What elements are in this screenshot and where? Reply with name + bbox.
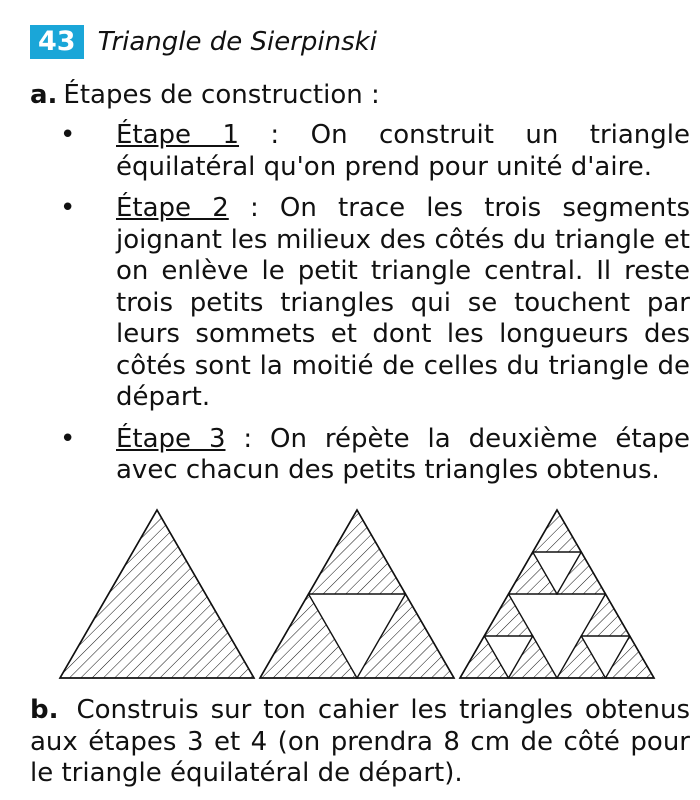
- step-text: : On construit un triangle équilatéral qu'on prend pour unité d'aire.: [116, 120, 690, 182]
- sierpinski-triangle: [557, 552, 606, 594]
- sierpinski-triangle: [509, 636, 558, 678]
- sierpinski-triangle: [606, 636, 655, 678]
- exercise-number-badge: 43: [30, 25, 84, 59]
- part-b-text: Construis sur ton cahier les triangles obtenus aux étapes 3 et 4 (on prendra 8 cm de côté pour le triangle équilatéral de départ).: [30, 695, 690, 788]
- sierpinski-triangle: [357, 594, 454, 678]
- step-label: Étape 3: [116, 423, 226, 454]
- sierpinski-triangle: [260, 594, 357, 678]
- bullet-icon: •: [60, 423, 76, 454]
- part-a-title: Étapes de construction :: [63, 80, 380, 110]
- step-text: : On répète la deuxième étape avec chacun des petits triangles obtenus.: [116, 423, 690, 485]
- sierpinski-triangle: [484, 594, 533, 636]
- part-b-paragraph: [30, 695, 690, 790]
- step-item: [60, 120, 690, 183]
- steps-list: [60, 120, 690, 497]
- sierpinski-triangle: [60, 510, 254, 678]
- exercise-title: Triangle de Sierpinski: [97, 27, 377, 57]
- sierpinski-triangle: [557, 636, 606, 678]
- sierpinski-figures: [58, 508, 660, 680]
- sierpinski-triangle: [460, 636, 509, 678]
- sierpinski-triangle: [533, 510, 582, 552]
- part-a-label: a.: [30, 80, 58, 110]
- sierpinski-triangle: [509, 552, 558, 594]
- exercise-header: [30, 22, 377, 62]
- sierpinski-triangle: [309, 510, 406, 594]
- bullet-icon: •: [60, 120, 76, 150]
- step-label: Étape 2: [116, 193, 229, 223]
- step-item: [60, 193, 690, 414]
- sierpinski-triangle: [581, 594, 630, 636]
- part-a-heading: [30, 80, 380, 110]
- step-item: [60, 424, 690, 487]
- bullet-icon: •: [60, 193, 76, 223]
- step-label: Étape 1: [116, 120, 240, 150]
- step-text: : On trace les trois segments joignant les milieux des côtés du triangle et on enlève le petit triangle central. Il reste trois petits triangles qui se touchent par leurs sommets et dont les longueurs des côtés sont la moitié de celles du triangle de départ.: [116, 193, 690, 412]
- sierpinski-figures-svg: [58, 508, 660, 680]
- part-b-label: b.: [30, 695, 59, 725]
